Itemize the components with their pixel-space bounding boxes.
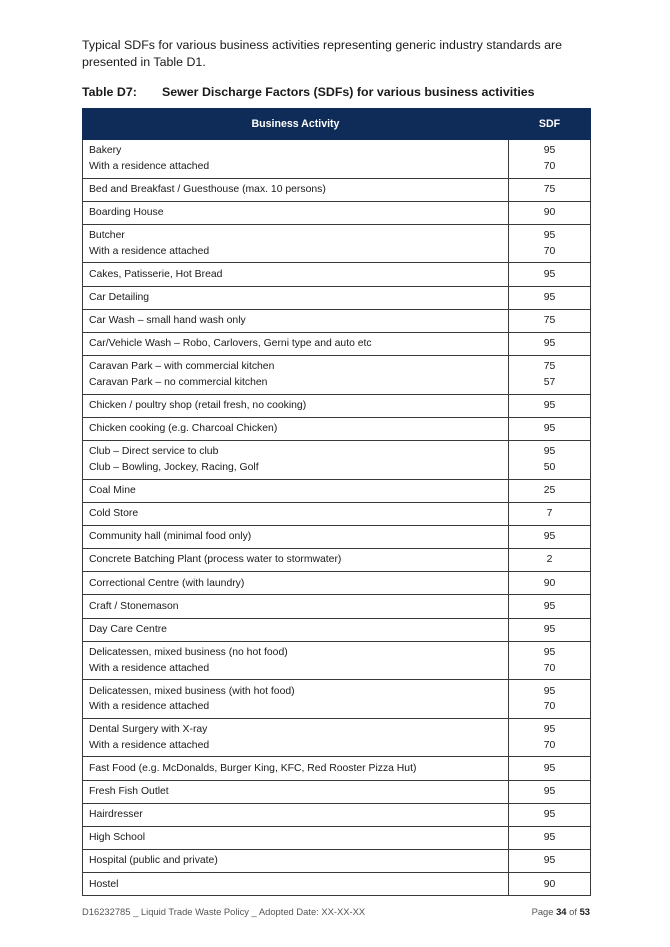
activity-text: Bed and Breakfast / Guesthouse (max. 10 persons) [89,183,326,195]
footer-page-number [532,906,590,917]
business-activity-cell [83,356,509,395]
sdf-value-cell [509,332,591,355]
sdf-value: 95 [543,338,556,350]
sdf-value-cell [509,224,591,263]
sdf-value-cell [509,479,591,502]
table-row [83,718,591,757]
sdf-value: 95 [543,809,556,821]
sdf-value: 7 [546,508,553,520]
business-activity-cell [83,479,509,502]
sdf-value: 75 [543,315,556,327]
business-activity-cell [83,178,509,201]
sdf-value: 25 [543,484,556,496]
business-activity-cell [83,803,509,826]
sdf-value: 95 [543,855,556,867]
sdf-value-cell [509,680,591,719]
activity-text: Car Detailing [89,291,150,303]
sdf-value-cell [509,441,591,480]
sdf-value-cell [509,780,591,803]
intro-paragraph: Typical SDFs for various business activities representing generic industry standards are presented in Table D1. [82,38,563,69]
sdf-value-cell [509,356,591,395]
business-activity-cell [83,286,509,309]
sdf-value-cell [509,572,591,595]
table-row [83,680,591,719]
activity-text: With a residence attached [89,160,210,172]
business-activity-cell [83,224,509,263]
sdf-value: 95 [543,145,556,157]
table-row [83,332,591,355]
business-activity-cell [83,441,509,480]
activity-text: Concrete Batching Plant (process water to stormwater) [89,554,342,566]
sdf-value-cell [509,525,591,548]
business-activity-cell [83,502,509,525]
sdf-value: 50 [543,461,556,473]
business-activity-cell [83,826,509,849]
business-activity-cell [83,309,509,332]
table-caption [82,85,535,99]
sdf-value: 95 [543,446,556,458]
sdf-value: 95 [543,762,556,774]
table-header-row [83,109,591,140]
table-row [83,873,591,896]
sdf-value: 70 [543,739,556,751]
sdf-value: 95 [543,268,556,280]
activity-text: With a residence attached [89,701,210,713]
sdf-value: 90 [543,577,556,589]
business-activity-cell [83,263,509,286]
business-activity-cell [83,618,509,641]
activity-text: Fast Food (e.g. McDonalds, Burger King, KFC, Red Rooster Pizza Hut) [89,762,417,774]
activity-text: Boarding House [89,207,164,219]
sdf-value: 95 [543,291,556,303]
sdf-value-cell [509,873,591,896]
sdf-value: 70 [543,245,556,257]
sdf-value-cell [509,309,591,332]
activity-text: Hospital (public and private) [89,855,218,867]
sdf-value: 95 [543,230,556,242]
table-row [83,441,591,480]
sdf-value-cell [509,618,591,641]
activity-text: Coal Mine [89,484,136,496]
sdf-value-cell [509,417,591,440]
sdf-value: 95 [543,623,556,635]
business-activity-cell [83,780,509,803]
activity-text: Hostel [89,878,119,890]
header-business-activity: Business Activity [83,109,509,140]
table-row [83,224,591,263]
sdf-value: 95 [543,724,556,736]
sdf-value-cell [509,850,591,873]
table-row [83,394,591,417]
sdf-value: 95 [543,423,556,435]
table-row [83,356,591,395]
activity-text: Butcher [89,230,125,242]
sdf-value-cell [509,201,591,224]
activity-text: Club – Bowling, Jockey, Racing, Golf [89,461,259,473]
activity-text: With a residence attached [89,739,210,751]
activity-text: Club – Direct service to club [89,446,219,458]
sdf-value-cell [509,178,591,201]
sdf-value-cell [509,757,591,780]
sdf-value: 95 [543,399,556,411]
sdf-value-cell [509,826,591,849]
sdf-value-cell [509,549,591,572]
sdf-value: 75 [543,183,556,195]
business-activity-cell [83,595,509,618]
sdf-value-cell [509,286,591,309]
table-row [83,803,591,826]
table-row [83,201,591,224]
table-row [83,595,591,618]
table-row [83,572,591,595]
sdf-value: 57 [543,376,556,388]
sdf-value-cell [509,263,591,286]
table-body [83,140,591,896]
sdf-value-cell [509,718,591,757]
business-activity-cell [83,417,509,440]
table-row [83,502,591,525]
business-activity-cell [83,394,509,417]
sdf-table [82,108,591,896]
activity-text: Hairdresser [89,809,143,821]
sdf-value-cell [509,394,591,417]
table-row [83,309,591,332]
table-row [83,263,591,286]
footer-page-current: 34 [556,906,567,917]
table-row [83,549,591,572]
activity-text: Correctional Centre (with laundry) [89,577,245,589]
sdf-value-cell [509,803,591,826]
activity-text: Community hall (minimal food only) [89,531,252,543]
activity-text: With a residence attached [89,245,210,257]
activity-text: Craft / Stonemason [89,600,179,612]
business-activity-cell [83,572,509,595]
sdf-value: 95 [543,685,556,697]
footer-document-info: D16232785 _ Liquid Trade Waste Policy _ Adopted Date: XX-XX-XX [82,906,366,917]
footer-page-prefix: Page [531,906,554,917]
sdf-value: 95 [543,785,556,797]
sdf-value: 70 [543,160,556,172]
sdf-value: 95 [543,832,556,844]
sdf-value: 95 [543,531,556,543]
activity-text: Caravan Park – with commercial kitchen [89,361,275,373]
sdf-value: 70 [543,662,556,674]
business-activity-cell [83,850,509,873]
sdf-value-cell [509,140,591,179]
table-row [83,417,591,440]
table-row [83,780,591,803]
activity-text: Car Wash – small hand wash only [89,315,246,327]
footer-page-total: 53 [579,906,590,917]
activity-text: Dental Surgery with X-ray [89,724,208,736]
sdf-value-cell [509,502,591,525]
activity-text: Day Care Centre [89,623,167,635]
table-row [83,286,591,309]
table-row [83,479,591,502]
business-activity-cell [83,549,509,572]
activity-text: Fresh Fish Outlet [89,785,169,797]
business-activity-cell [83,680,509,719]
activity-text: High School [89,832,146,844]
activity-text: Delicatessen, mixed business (with hot food) [89,685,295,697]
business-activity-cell [83,332,509,355]
table-row [83,641,591,680]
activity-text: Chicken cooking (e.g. Charcoal Chicken) [89,423,278,435]
activity-text: With a residence attached [89,662,210,674]
activity-text: Car/Vehicle Wash – Robo, Carlovers, Gerni type and auto etc [89,338,372,350]
sdf-value: 2 [546,554,553,566]
sdf-value: 90 [543,878,556,890]
footer-page-sep: of [569,906,577,917]
sdf-value: 95 [543,647,556,659]
sdf-value: 75 [543,361,556,373]
sdf-value: 90 [543,207,556,219]
table-row [83,618,591,641]
table-row [83,850,591,873]
table-row [83,178,591,201]
sdf-value-cell [509,595,591,618]
business-activity-cell [83,718,509,757]
business-activity-cell [83,757,509,780]
activity-text: Chicken / poultry shop (retail fresh, no cooking) [89,399,307,411]
business-activity-cell [83,201,509,224]
table-row [83,525,591,548]
sdf-value: 95 [543,600,556,612]
table-row [83,140,591,179]
header-sdf: SDF [509,109,591,140]
activity-text: Bakery [89,145,122,157]
table-row [83,757,591,780]
business-activity-cell [83,873,509,896]
activity-text: Delicatessen, mixed business (no hot food) [89,647,288,659]
business-activity-cell [83,641,509,680]
sdf-value-cell [509,641,591,680]
table-row [83,826,591,849]
sdf-value: 70 [543,701,556,713]
table-caption-label: Table D7: [82,85,137,99]
activity-text: Cold Store [89,508,139,520]
table-caption-title: Sewer Discharge Factors (SDFs) for various business activities [162,85,535,99]
business-activity-cell [83,140,509,179]
business-activity-cell [83,525,509,548]
activity-text: Caravan Park – no commercial kitchen [89,376,268,388]
activity-text: Cakes, Patisserie, Hot Bread [89,268,223,280]
